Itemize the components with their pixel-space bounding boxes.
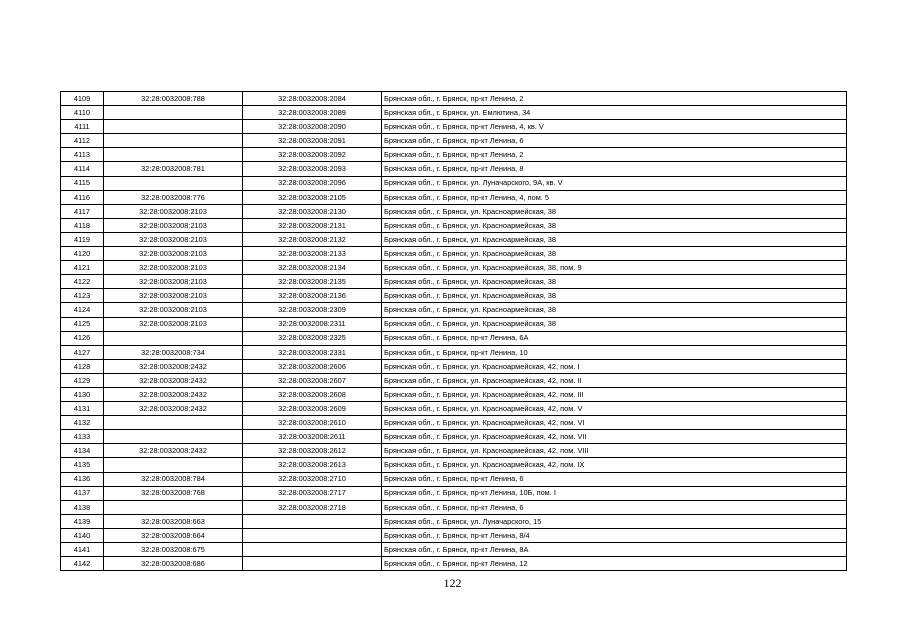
row-number-cell: 4117	[61, 204, 104, 218]
table-row	[61, 204, 847, 218]
table-row	[61, 317, 847, 331]
row-number-cell: 4134	[61, 444, 104, 458]
parent-cadastral-cell	[104, 500, 243, 514]
table-row	[61, 528, 847, 542]
row-number-cell: 4121	[61, 261, 104, 275]
cadastral-number-cell	[243, 543, 382, 557]
parent-cadastral-cell: 32:28:0032008:686	[104, 557, 243, 571]
cadastral-number-cell: 32:28:0032008:2084	[243, 92, 382, 106]
row-number-cell: 4131	[61, 402, 104, 416]
parent-cadastral-cell	[104, 134, 243, 148]
row-number-cell: 4137	[61, 486, 104, 500]
row-number-cell: 4109	[61, 92, 104, 106]
cadastral-number-cell: 32:28:0032008:2089	[243, 106, 382, 120]
table-row	[61, 359, 847, 373]
row-number-cell: 4118	[61, 218, 104, 232]
address-cell: Брянская обл., г. Брянск, ул. Красноармейская, 42, пом. II	[382, 373, 847, 387]
table-row	[61, 218, 847, 232]
row-number-cell: 4126	[61, 331, 104, 345]
parent-cadastral-cell: 32:28:0032008:2103	[104, 289, 243, 303]
row-number-cell: 4111	[61, 120, 104, 134]
row-number-cell: 4113	[61, 148, 104, 162]
row-number-cell: 4115	[61, 176, 104, 190]
table-row	[61, 232, 847, 246]
parent-cadastral-cell	[104, 430, 243, 444]
row-number-cell: 4142	[61, 557, 104, 571]
cadastral-number-cell: 32:28:0032008:2096	[243, 176, 382, 190]
row-number-cell: 4122	[61, 275, 104, 289]
cadastral-number-cell: 32:28:0032008:2331	[243, 345, 382, 359]
table-row	[61, 303, 847, 317]
row-number-cell: 4136	[61, 472, 104, 486]
parent-cadastral-cell: 32:28:0032008:734	[104, 345, 243, 359]
parent-cadastral-cell: 32:28:0032008:2432	[104, 373, 243, 387]
address-cell: Брянская обл., г. Брянск, ул. Красноармейская, 38	[382, 317, 847, 331]
parent-cadastral-cell: 32:28:0032008:2103	[104, 275, 243, 289]
parent-cadastral-cell: 32:28:0032008:2103	[104, 303, 243, 317]
cadastral-table	[60, 91, 847, 571]
table-row	[61, 458, 847, 472]
table-row	[61, 444, 847, 458]
parent-cadastral-cell: 32:28:0032008:2103	[104, 247, 243, 261]
cadastral-number-cell: 32:28:0032008:2309	[243, 303, 382, 317]
table-row	[61, 331, 847, 345]
table-row	[61, 148, 847, 162]
parent-cadastral-cell: 32:28:0032008:2432	[104, 359, 243, 373]
row-number-cell: 4138	[61, 500, 104, 514]
table-row	[61, 106, 847, 120]
cadastral-number-cell: 32:28:0032008:2610	[243, 416, 382, 430]
cadastral-number-cell: 32:28:0032008:2134	[243, 261, 382, 275]
address-cell: Брянская обл., г. Брянск, пр-кт Ленина, 8/4	[382, 528, 847, 542]
address-cell: Брянская обл., г. Брянск, ул. Красноармейская, 42, пом. III	[382, 387, 847, 401]
table-row	[61, 261, 847, 275]
parent-cadastral-cell: 32:28:0032008:2432	[104, 387, 243, 401]
address-cell: Брянская обл., г. Брянск, ул. Красноармейская, 42, пом. VIII	[382, 444, 847, 458]
cadastral-number-cell	[243, 514, 382, 528]
row-number-cell: 4128	[61, 359, 104, 373]
table-row	[61, 500, 847, 514]
address-cell: Брянская обл., г. Брянск, пр-кт Ленина, 6	[382, 472, 847, 486]
table-row	[61, 92, 847, 106]
table-row	[61, 543, 847, 557]
parent-cadastral-cell: 32:28:0032008:784	[104, 472, 243, 486]
table-row	[61, 557, 847, 571]
table-row	[61, 402, 847, 416]
address-cell: Брянская обл., г. Брянск, ул. Красноармейская, 38	[382, 289, 847, 303]
parent-cadastral-cell	[104, 458, 243, 472]
cadastral-number-cell: 32:28:0032008:2130	[243, 204, 382, 218]
address-cell: Брянская обл., г. Брянск, пр-кт Ленина, 4, кв. V	[382, 120, 847, 134]
table-row	[61, 275, 847, 289]
cadastral-number-cell: 32:28:0032008:2609	[243, 402, 382, 416]
table-row	[61, 387, 847, 401]
table-row	[61, 373, 847, 387]
cadastral-number-cell: 32:28:0032008:2135	[243, 275, 382, 289]
parent-cadastral-cell	[104, 148, 243, 162]
cadastral-number-cell: 32:28:0032008:2091	[243, 134, 382, 148]
address-cell: Брянская обл., г. Брянск, ул. Красноармейская, 42, пом. V	[382, 402, 847, 416]
parent-cadastral-cell	[104, 416, 243, 430]
row-number-cell: 4135	[61, 458, 104, 472]
cadastral-number-cell: 32:28:0032008:2613	[243, 458, 382, 472]
cadastral-number-cell: 32:28:0032008:2717	[243, 486, 382, 500]
parent-cadastral-cell: 32:28:0032008:788	[104, 92, 243, 106]
address-cell: Брянская обл., г. Брянск, ул. Луначарского, 9А, кв. V	[382, 176, 847, 190]
table-row	[61, 134, 847, 148]
parent-cadastral-cell: 32:28:0032008:2103	[104, 261, 243, 275]
row-number-cell: 4114	[61, 162, 104, 176]
parent-cadastral-cell: 32:28:0032008:663	[104, 514, 243, 528]
cadastral-number-cell: 32:28:0032008:2132	[243, 232, 382, 246]
address-cell: Брянская обл., г. Брянск, ул. Красноармейская, 38	[382, 218, 847, 232]
parent-cadastral-cell	[104, 331, 243, 345]
table-row	[61, 345, 847, 359]
page-number: 122	[443, 576, 462, 590]
cadastral-number-cell: 32:28:0032008:2608	[243, 387, 382, 401]
address-cell: Брянская обл., г. Брянск, ул. Красноармейская, 38	[382, 303, 847, 317]
address-cell: Брянская обл., г. Брянск, пр-кт Ленина, 2	[382, 92, 847, 106]
parent-cadastral-cell: 32:28:0032008:2432	[104, 444, 243, 458]
cadastral-number-cell: 32:28:0032008:2093	[243, 162, 382, 176]
cadastral-number-cell: 32:28:0032008:2311	[243, 317, 382, 331]
table-row	[61, 120, 847, 134]
address-cell: Брянская обл., г. Брянск, ул. Красноармейская, 38	[382, 247, 847, 261]
address-cell: Брянская обл., г. Брянск, пр-кт Ленина, 8А	[382, 543, 847, 557]
address-cell: Брянская обл., г. Брянск, пр-кт Ленина, 10Б, пом. I	[382, 486, 847, 500]
address-cell: Брянская обл., г. Брянск, пр-кт Ленина, 6А	[382, 331, 847, 345]
table-row	[61, 190, 847, 204]
address-cell: Брянская обл., г. Брянск, ул. Красноармейская, 38, пом. 9	[382, 261, 847, 275]
cadastral-number-cell: 32:28:0032008:2607	[243, 373, 382, 387]
cadastral-number-cell: 32:28:0032008:2325	[243, 331, 382, 345]
cadastral-number-cell: 32:28:0032008:2710	[243, 472, 382, 486]
row-number-cell: 4120	[61, 247, 104, 261]
row-number-cell: 4132	[61, 416, 104, 430]
parent-cadastral-cell: 32:28:0032008:768	[104, 486, 243, 500]
cadastral-number-cell: 32:28:0032008:2612	[243, 444, 382, 458]
row-number-cell: 4119	[61, 232, 104, 246]
address-cell: Брянская обл., г. Брянск, ул. Красноармейская, 42, пом. VII	[382, 430, 847, 444]
cadastral-number-cell: 32:28:0032008:2131	[243, 218, 382, 232]
table-row	[61, 176, 847, 190]
table-row	[61, 247, 847, 261]
parent-cadastral-cell: 32:28:0032008:664	[104, 528, 243, 542]
address-cell: Брянская обл., г. Брянск, пр-кт Ленина, 12	[382, 557, 847, 571]
table-row	[61, 416, 847, 430]
cadastral-number-cell: 32:28:0032008:2090	[243, 120, 382, 134]
address-cell: Брянская обл., г. Брянск, пр-кт Ленина, 4, пом. 5	[382, 190, 847, 204]
address-cell: Брянская обл., г. Брянск, пр-кт Ленина, 6	[382, 134, 847, 148]
cadastral-number-cell: 32:28:0032008:2606	[243, 359, 382, 373]
cadastral-number-cell: 32:28:0032008:2092	[243, 148, 382, 162]
table-row	[61, 430, 847, 444]
cadastral-number-cell: 32:28:0032008:2105	[243, 190, 382, 204]
parent-cadastral-cell: 32:28:0032008:675	[104, 543, 243, 557]
parent-cadastral-cell	[104, 106, 243, 120]
address-cell: Брянская обл., г. Брянск, ул. Красноармейская, 38	[382, 204, 847, 218]
address-cell: Брянская обл., г. Брянск, ул. Красноармейская, 42, пом. I	[382, 359, 847, 373]
cadastral-number-cell	[243, 528, 382, 542]
parent-cadastral-cell: 32:28:0032008:781	[104, 162, 243, 176]
address-cell: Брянская обл., г. Брянск, ул. Красноармейская, 42, пом. IX	[382, 458, 847, 472]
address-cell: Брянская обл., г. Брянск, ул. Красноармейская, 38	[382, 232, 847, 246]
table-row	[61, 514, 847, 528]
row-number-cell: 4140	[61, 528, 104, 542]
cadastral-number-cell	[243, 557, 382, 571]
parent-cadastral-cell: 32:28:0032008:2103	[104, 218, 243, 232]
row-number-cell: 4141	[61, 543, 104, 557]
cadastral-number-cell: 32:28:0032008:2718	[243, 500, 382, 514]
parent-cadastral-cell: 32:28:0032008:2103	[104, 232, 243, 246]
row-number-cell: 4139	[61, 514, 104, 528]
parent-cadastral-cell: 32:28:0032008:2103	[104, 317, 243, 331]
table-row	[61, 472, 847, 486]
parent-cadastral-cell	[104, 176, 243, 190]
row-number-cell: 4112	[61, 134, 104, 148]
row-number-cell: 4125	[61, 317, 104, 331]
parent-cadastral-cell: 32:28:0032008:2103	[104, 204, 243, 218]
cadastral-number-cell: 32:28:0032008:2133	[243, 247, 382, 261]
table-row	[61, 289, 847, 303]
address-cell: Брянская обл., г. Брянск, ул. Луначарского, 15	[382, 514, 847, 528]
row-number-cell: 4130	[61, 387, 104, 401]
parent-cadastral-cell	[104, 120, 243, 134]
address-cell: Брянская обл., г. Брянск, ул. Емлютина, 34	[382, 106, 847, 120]
row-number-cell: 4129	[61, 373, 104, 387]
table-row	[61, 162, 847, 176]
row-number-cell: 4127	[61, 345, 104, 359]
row-number-cell: 4123	[61, 289, 104, 303]
row-number-cell: 4124	[61, 303, 104, 317]
address-cell: Брянская обл., г. Брянск, пр-кт Ленина, 2	[382, 148, 847, 162]
table-row	[61, 486, 847, 500]
address-cell: Брянская обл., г. Брянск, ул. Красноармейская, 42, пом. VI	[382, 416, 847, 430]
row-number-cell: 4110	[61, 106, 104, 120]
address-cell: Брянская обл., г. Брянск, пр-кт Ленина, 10	[382, 345, 847, 359]
row-number-cell: 4116	[61, 190, 104, 204]
cadastral-table-body	[61, 92, 847, 571]
parent-cadastral-cell: 32:28:0032008:2432	[104, 402, 243, 416]
address-cell: Брянская обл., г. Брянск, пр-кт Ленина, 8	[382, 162, 847, 176]
address-cell: Брянская обл., г. Брянск, пр-кт Ленина, 6	[382, 500, 847, 514]
cadastral-number-cell: 32:28:0032008:2611	[243, 430, 382, 444]
parent-cadastral-cell: 32:28:0032008:776	[104, 190, 243, 204]
row-number-cell: 4133	[61, 430, 104, 444]
cadastral-number-cell: 32:28:0032008:2136	[243, 289, 382, 303]
address-cell: Брянская обл., г. Брянск, ул. Красноармейская, 38	[382, 275, 847, 289]
